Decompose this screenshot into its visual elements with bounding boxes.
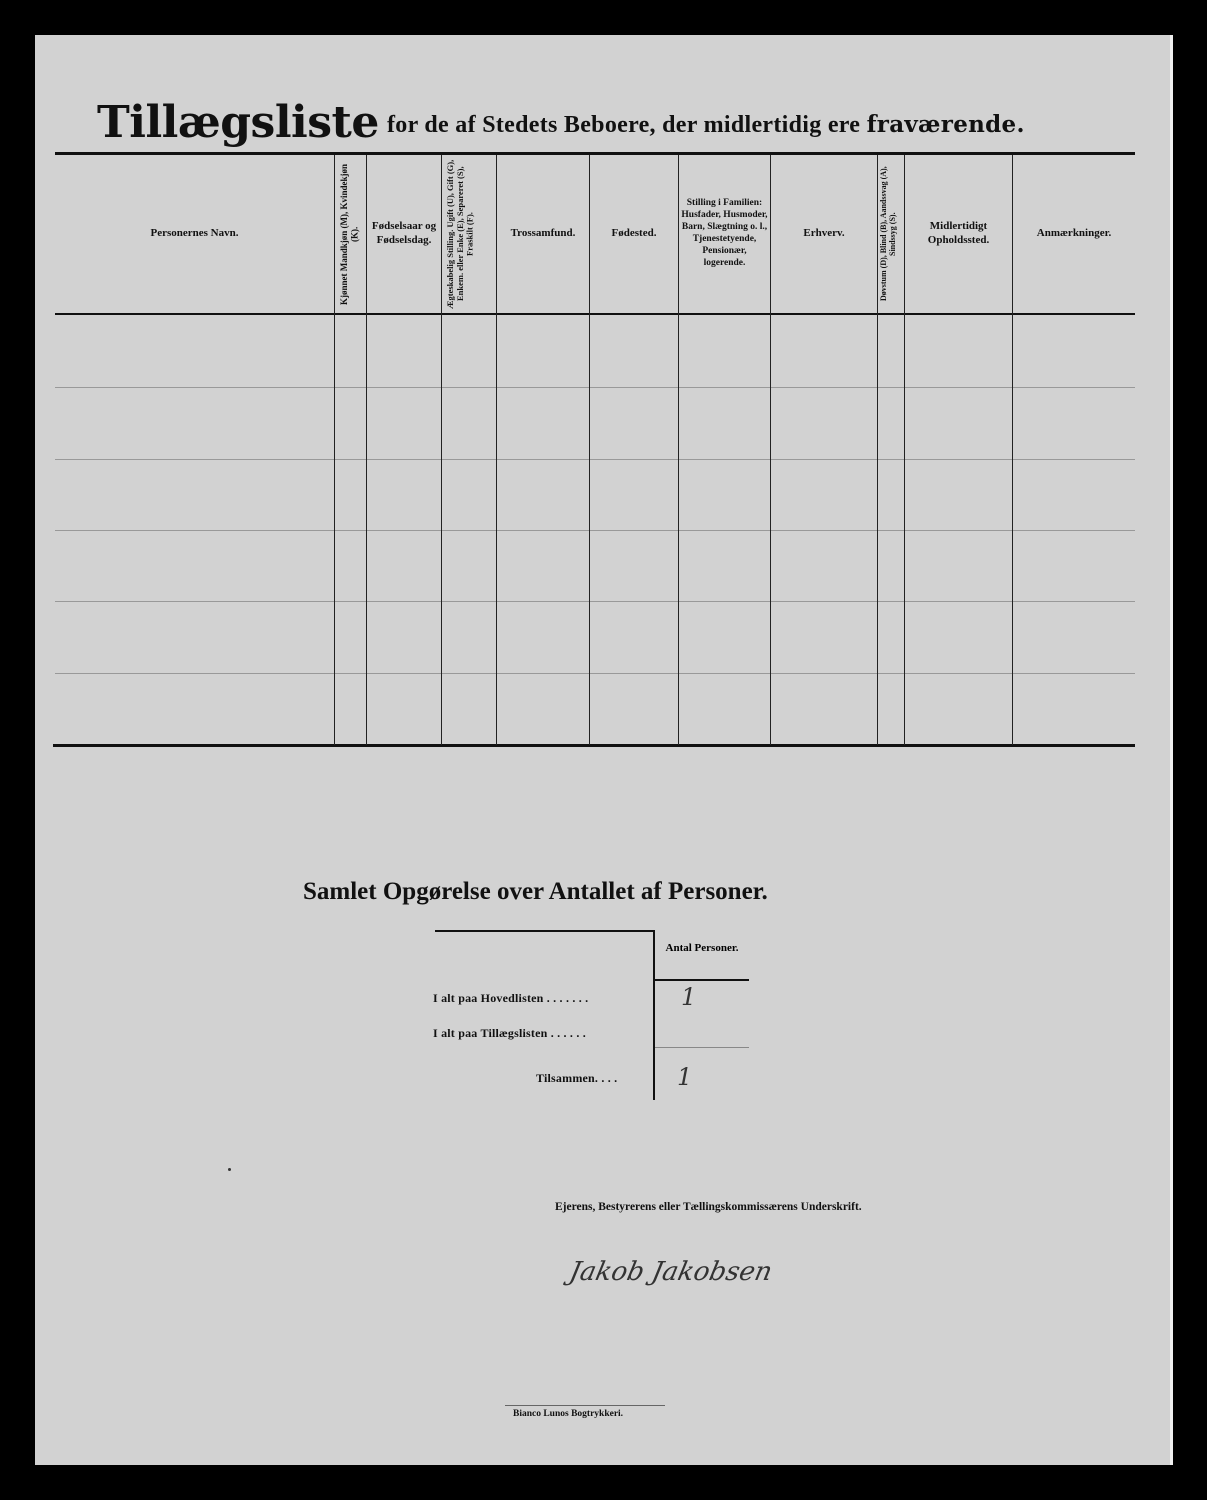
title-main: Tillægsliste bbox=[97, 97, 379, 148]
col-header-disability-text: Døvstum (D), Blind (B), Aandssvag (A), Sindssyg (S). bbox=[879, 166, 898, 302]
summary-value-hovedlisten: 1 bbox=[681, 983, 697, 1011]
row-divider bbox=[55, 673, 1135, 674]
census-form-page bbox=[35, 35, 1173, 1465]
col-header-family-position: Stilling i Familien: Husfader, Husmoder, Barn, Slægtning o. l., Tjenestetyende, Pensionær, logerende. bbox=[681, 198, 768, 268]
summary-top-rule bbox=[435, 930, 655, 932]
row-divider bbox=[55, 601, 1135, 602]
summary-total-rule bbox=[655, 1047, 749, 1048]
col-header-marital bbox=[442, 155, 496, 313]
row-divider bbox=[55, 530, 1135, 531]
summary-column-header: Antal Personer. bbox=[665, 942, 739, 954]
title-emphasis: fraværende. bbox=[866, 111, 1025, 138]
col-header-remarks: Anmærkninger. bbox=[1036, 227, 1112, 240]
col-header-occupation: Erhverv. bbox=[803, 227, 845, 240]
printer-rule bbox=[505, 1405, 665, 1406]
summary-divider bbox=[653, 932, 655, 1100]
title-subtitle bbox=[387, 111, 1025, 139]
summary-header-rule bbox=[655, 979, 749, 981]
title-rest-text: for de af Stedets Beboere, der midlertidig ere bbox=[387, 112, 861, 138]
ink-speck bbox=[228, 1168, 231, 1171]
summary-label-hovedlisten: I alt paa Hovedlisten . . . . . . . bbox=[433, 991, 589, 1005]
table-header-rule bbox=[55, 313, 1135, 315]
summary-label-tillaegslisten: I alt paa Tillægslisten . . . . . . bbox=[433, 1026, 586, 1040]
col-header-marital-text: Ægteskabelig Stilling. Ugift (U), Gift (G), Enkem. eller Enke (E), Separeret (S), Fraskilt (F). bbox=[445, 159, 475, 309]
col-header-name: Personernes Navn. bbox=[150, 227, 239, 240]
summary-value-tilsammen: 1 bbox=[677, 1063, 693, 1091]
row-divider bbox=[55, 459, 1135, 460]
col-header-religion: Trossamfund. bbox=[510, 227, 576, 240]
signature-handwritten: Jakob Jakobsen bbox=[566, 1257, 775, 1287]
form-title bbox=[97, 97, 1147, 157]
col-header-birth: Fødselsaar og Fødselsdag. bbox=[371, 220, 437, 246]
col-header-temp-residence: Midlertidigt Opholdssted. bbox=[927, 220, 990, 246]
row-divider bbox=[55, 387, 1135, 388]
col-header-birthplace: Fødested. bbox=[611, 227, 657, 240]
signature-caption: Ejerens, Bestyrerens eller Tællingskommissærens Underskrift. bbox=[555, 1201, 862, 1213]
col-header-disability bbox=[878, 155, 904, 313]
summary-title: Samlet Opgørelse over Antallet af Personer. bbox=[303, 878, 768, 905]
col-header-sex bbox=[335, 155, 366, 313]
summary-label-tilsammen: Tilsammen. . . . bbox=[536, 1071, 618, 1085]
table-bottom-rule bbox=[53, 744, 1135, 747]
printer-imprint: Bianco Lunos Bogtrykkeri. bbox=[513, 1409, 624, 1419]
col-header-sex-text: Kjønnet Mandkjøn (M), Kvindekjøn (K). bbox=[338, 163, 359, 305]
